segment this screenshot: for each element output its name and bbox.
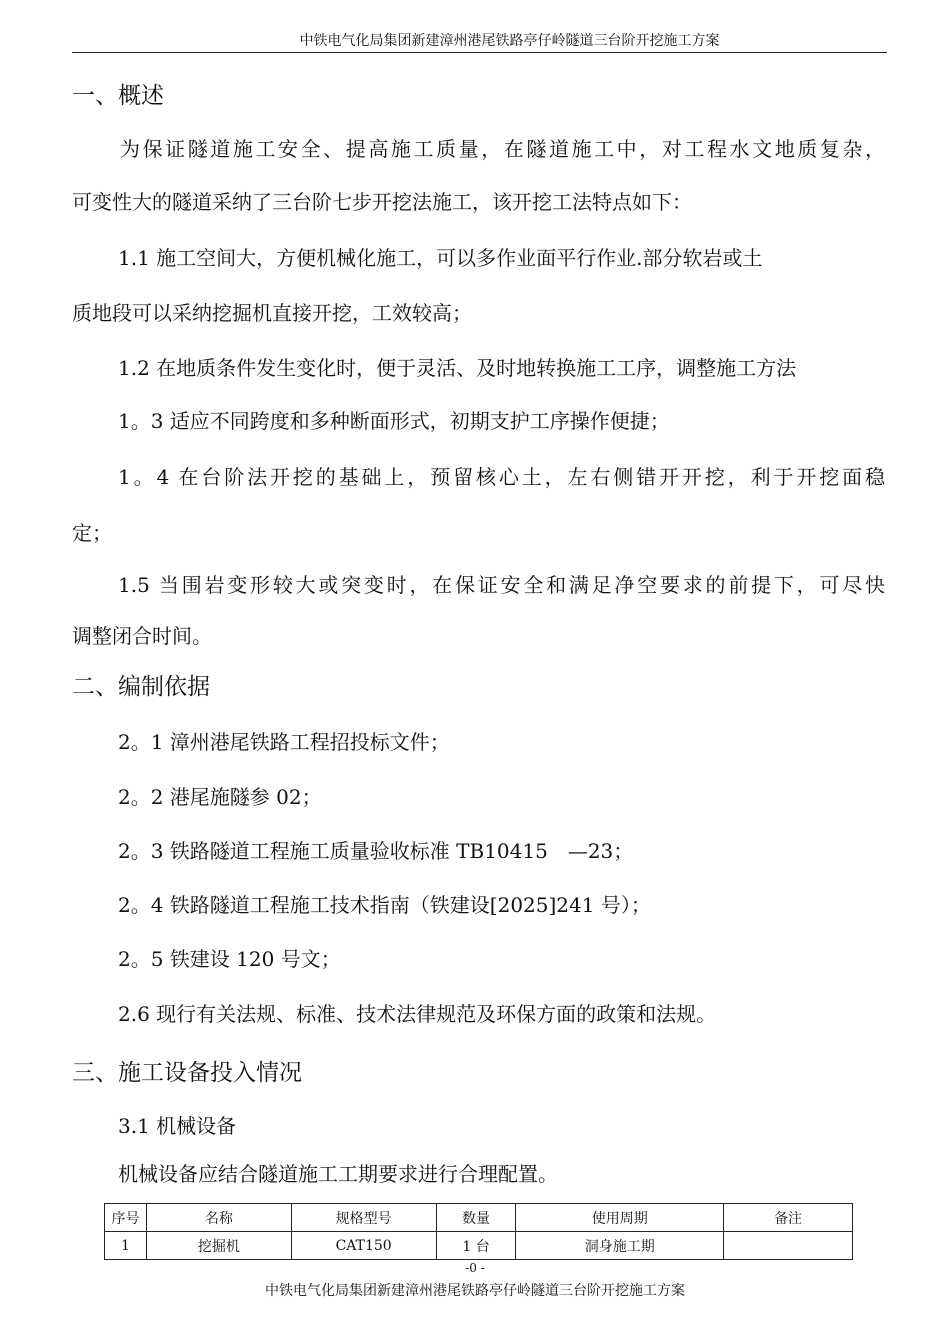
list-item-1-1-cont: 质地段可以采纳挖掘机直接开挖，工效较高； [72, 301, 472, 325]
section-1-title: 一、概述 [72, 83, 164, 109]
header-model: 规格型号 [291, 1204, 436, 1232]
list-item-1-3: 1。3 适应不同跨度和多种断面形式，初期支护工序操作便捷； [118, 409, 670, 433]
paragraph-line: 机械设备应结合隧道施工工期要求进行合理配置。 [118, 1162, 558, 1186]
list-item-1-2: 1.2 在地质条件发生变化时，便于灵活、及时地转换施工工序，调整施工方法 [118, 356, 797, 380]
list-item-2-6: 2.6 现行有关法规、标准、技术法律规范及环保方面的政策和法规。 [118, 1002, 717, 1026]
header-no: 序号 [105, 1204, 147, 1232]
header-qty: 数量 [436, 1204, 516, 1232]
page-number: -0 - [465, 1261, 485, 1275]
list-item-1-1: 1.1 施工空间大，方便机械化施工，可以多作业面平行作业.部分软岩或土 [118, 246, 763, 270]
list-item-1-4: 1。4 在台阶法开挖的基础上，预留核心土，左右侧错开开挖，利于开挖面稳 [118, 465, 885, 489]
list-item-2-4: 2。4 铁路隧道工程施工技术指南（铁建设[2025]241 号）； [118, 893, 651, 917]
cell-no: 1 [105, 1232, 147, 1260]
list-item-2-2: 2。2 港尾施隧参 02； [118, 785, 322, 809]
table-header-row [105, 1204, 853, 1232]
equipment-table [104, 1203, 853, 1260]
cell-note [724, 1232, 853, 1260]
section-2-title: 二、编制依据 [72, 674, 210, 700]
page-footer: 中铁电气化局集团新建漳州港尾铁路亭仔岭隧道三台阶开挖施工方案 [265, 1283, 685, 1299]
table-row [105, 1232, 853, 1260]
header-period: 使用周期 [516, 1204, 724, 1232]
cell-name: 挖掘机 [146, 1232, 291, 1260]
list-item-2-1: 2。1 漳州港尾铁路工程招投标文件； [118, 730, 450, 754]
cell-period: 洞身施工期 [516, 1232, 724, 1260]
header-text: 中铁电气化局集团新建漳州港尾铁路亭仔岭隧道三台阶开挖施工方案 [299, 33, 720, 49]
list-item-1-5-cont: 调整闭合时间。 [72, 624, 212, 648]
header-note: 备注 [724, 1204, 853, 1232]
list-item-1-4-cont: 定； [72, 521, 112, 545]
cell-model: CAT150 [291, 1232, 436, 1260]
section-3-title: 三、施工设备投入情况 [72, 1060, 302, 1086]
list-item-2-3: 2。3 铁路隧道工程施工质量验收标准 TB10415 —23； [118, 839, 634, 863]
header-name: 名称 [146, 1204, 291, 1232]
cell-qty: 1 台 [436, 1232, 516, 1260]
list-item-1-5: 1.5 当围岩变形较大或突变时，在保证安全和满足净空要求的前提下，可尽快 [118, 573, 885, 597]
paragraph-line: 可变性大的隧道采纳了三台阶七步开挖法施工，该开挖工法特点如下： [72, 190, 692, 214]
list-item-2-5: 2。5 铁建设 120 号文； [118, 947, 341, 971]
list-item-3-1: 3.1 机械设备 [118, 1114, 237, 1138]
page-header [72, 30, 887, 53]
paragraph-line: 为保证隧道施工安全、提高施工质量，在隧道施工中，对工程水文地质复杂， [120, 137, 885, 161]
